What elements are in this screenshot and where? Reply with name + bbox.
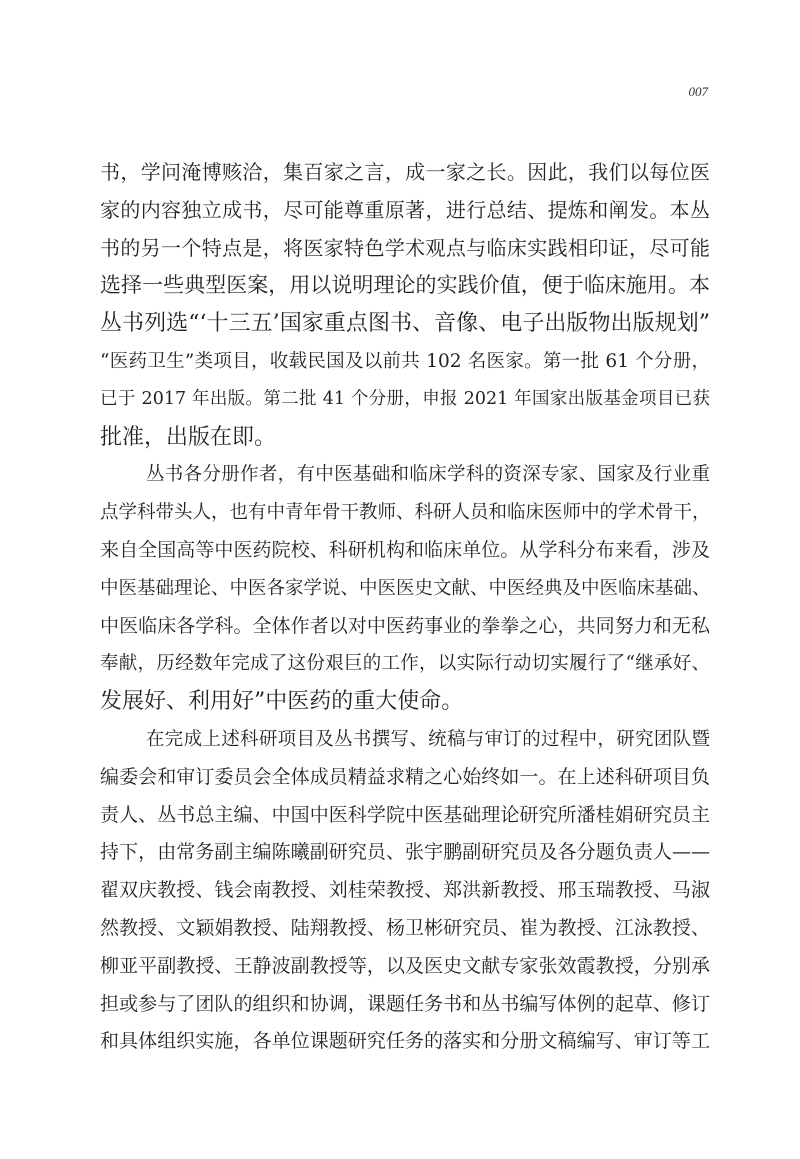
text-line: 点学科带头人，也有中青年骨干教师、科研人员和临床医师中的学术骨干， <box>100 502 711 524</box>
page-number: 007 <box>688 84 708 99</box>
text-line: 和具体组织实施，各单位课题研究任务的落实和分册文稿编写、审订等工 <box>100 1030 710 1053</box>
text-line: 中医临床各学科。全体作者以对中医药事业的拳拳之心，共同努力和无私 <box>100 614 710 637</box>
text-line: 已于 2017 年出版。第二批 41 个分册，申报 2021 年国家出版基金项目已获 <box>100 388 710 409</box>
text-line: 然教授、文颖娟教授、陆翔教授、杨卫彬研究员、崔为教授、江泳教授、 <box>100 916 710 939</box>
text-line: 发展好、利用好”中医药的重大使命。 <box>100 689 464 715</box>
text-line: 柳亚平副教授、王静波副教授等，以及医史文献专家张效霞教授，分别承 <box>100 954 710 977</box>
text-line: 书的另一个特点是，将医家特色学术观点与临床实践相印证，尽可能 <box>100 235 710 260</box>
text-line: “医药卫生”类项目，收载民国及以前共 102 名医家。第一批 61 个分册， <box>100 350 710 372</box>
text-line: 中医基础理论、中医各家学说、中医医史文献、中医经典及中医临床基础、 <box>100 577 711 599</box>
text-line: 担或参与了团队的组织和协调，课题任务书和丛书编写体例的起草、修订 <box>100 992 710 1015</box>
text-line: 选择一些典型医案，用以说明理论的实践价值，便于临床施用。本 <box>100 273 710 298</box>
text-line: 来自全国高等中医药院校、科研机构和临床单位。从学科分布来看，涉及 <box>100 538 710 561</box>
text-line: 翟双庆教授、钱会南教授、刘桂荣教授、郑洪新教授、邢玉瑞教授、马淑 <box>100 879 710 902</box>
text-line: 责人、丛书总主编、中国中医科学院中医基础理论研究所潘桂娟研究员主 <box>100 803 710 826</box>
paragraph <box>100 154 710 456</box>
paragraph <box>100 721 710 1061</box>
text-line: 编委会和审订委员会全体成员精益求精之心始终如一。在上述科研项目负 <box>100 765 710 788</box>
paragraph <box>100 456 710 721</box>
body-text <box>100 154 710 1061</box>
text-line: 家的内容独立成书，尽可能尊重原著，进行总结、提炼和阐发。本丛 <box>100 197 710 222</box>
text-line: 持下，由常务副主编陈曦副研究员、张宇鹏副研究员及各分题负责人—— <box>100 841 710 864</box>
text-line: 奉献，历经数年完成了这份艰巨的工作，以实际行动切实履行了“继承好、 <box>100 653 710 675</box>
text-line: 丛书各分册作者，有中医基础和临床学科的资深专家、国家及行业重 <box>146 464 710 486</box>
text-line: 书，学问淹博赅洽，集百家之言，成一家之长。因此，我们以每位医 <box>100 160 710 184</box>
text-line: 丛书列选“‘十三五’国家重点图书、音像、电子出版物出版规划” <box>100 311 710 337</box>
text-line: 在完成上述科研项目及丛书撰写、统稿与审订的过程中，研究团队暨 <box>146 728 710 750</box>
text-line: 批准，出版在即。 <box>100 424 277 450</box>
